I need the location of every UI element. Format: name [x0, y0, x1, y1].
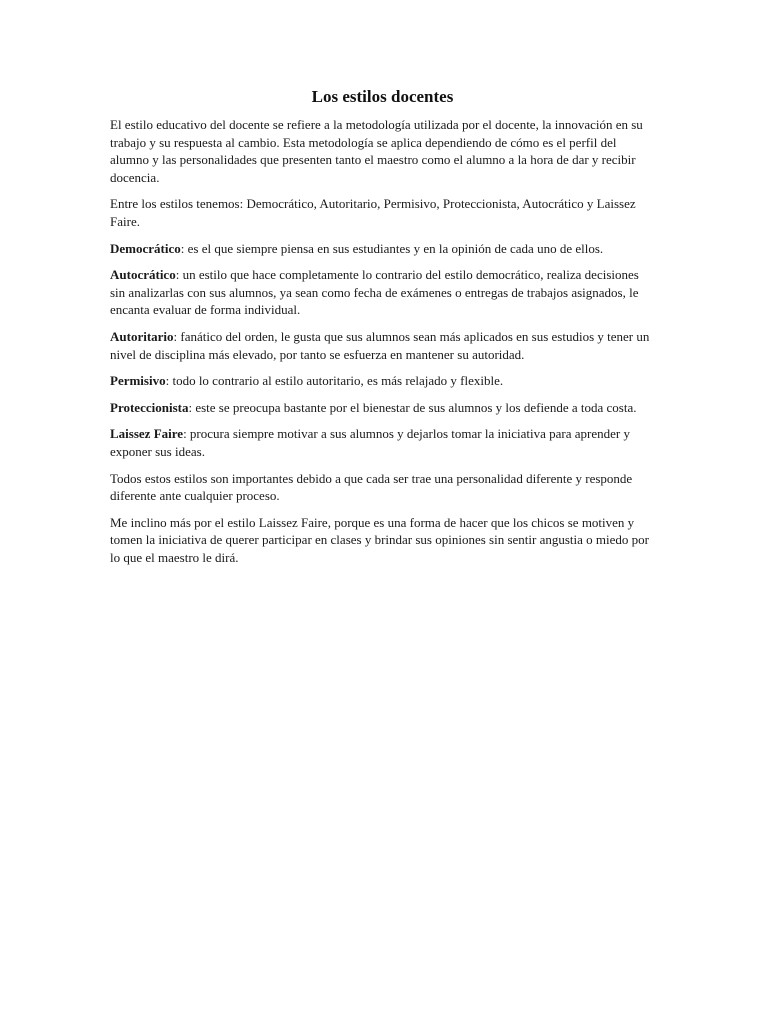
conclusion-paragraph: Me inclino más por el estilo Laissez Faire, porque es una forma de hacer que los chicos se motiven y tomen la iniciativa de querer participar en clases y brindar sus opiniones sin sentir angustia o miedo por lo que el maestro le dirá. [110, 514, 649, 565]
definition-autocratico [110, 266, 655, 319]
definition-permisivo [110, 372, 655, 390]
importance-paragraph: Todos estos estilos son importantes debido a que cada ser trae una personalidad diferente y responde diferente ante cualquier proceso. [110, 470, 633, 504]
definition-proteccionista [110, 399, 655, 417]
definition-laissez-faire [110, 425, 655, 460]
definition-term: Autocrático [110, 267, 176, 283]
definition-democratico [110, 240, 655, 258]
definition-text: : fanático del orden, le gusta que sus alumnos sean más aplicados en sus estudios y tener un nivel de disciplina más elevado, por tanto se esfuerza en mantener su autoridad. [110, 328, 650, 362]
definition-term: Permisivo [110, 373, 166, 389]
definition-autoritario [110, 328, 655, 363]
document-title: Los estilos docentes [311, 87, 454, 106]
definition-term: Proteccionista [110, 399, 189, 415]
definition-text: : procura siempre motivar a sus alumnos y dejarlos tomar la iniciativa para aprender y exponer sus ideas. [110, 426, 630, 459]
intro-paragraph: El estilo educativo del docente se refiere a la metodología utilizada por el docente, la innovación en su trabajo y su respuesta al cambio. Esta metodología se aplica dependiendo de cómo es el perfil del alumno y las personalidades que presenten tanto el maestro como el alumno a la hora de dar y recibir docencia. [110, 117, 643, 185]
definition-term: Autoritario [110, 328, 174, 344]
document-body [110, 86, 655, 575]
definition-text: : un estilo que hace completamente lo contrario del estilo democrático, realiza decisiones sin analizarlas con sus alumnos, ya sean como fecha de exámenes o entregas de trabajos asignados, le encanta evaluar de forma individual. [110, 267, 639, 318]
definition-term: Laissez Faire [110, 426, 184, 442]
styles-list-paragraph: Entre los estilos tenemos: Democrático, Autoritario, Permisivo, Proteccionista, Autocrático y Laissez Faire. [110, 196, 636, 229]
definition-text: : todo lo contrario al estilo autoritario, es más relajado y flexible. [165, 373, 504, 389]
definition-term: Democrático [110, 240, 181, 256]
definition-text: : es el que siempre piensa en sus estudiantes y en la opinión de cada uno de ellos. [180, 240, 604, 256]
definition-text: : este se preocupa bastante por el bienestar de sus alumnos y los defiende a toda costa. [188, 399, 637, 415]
